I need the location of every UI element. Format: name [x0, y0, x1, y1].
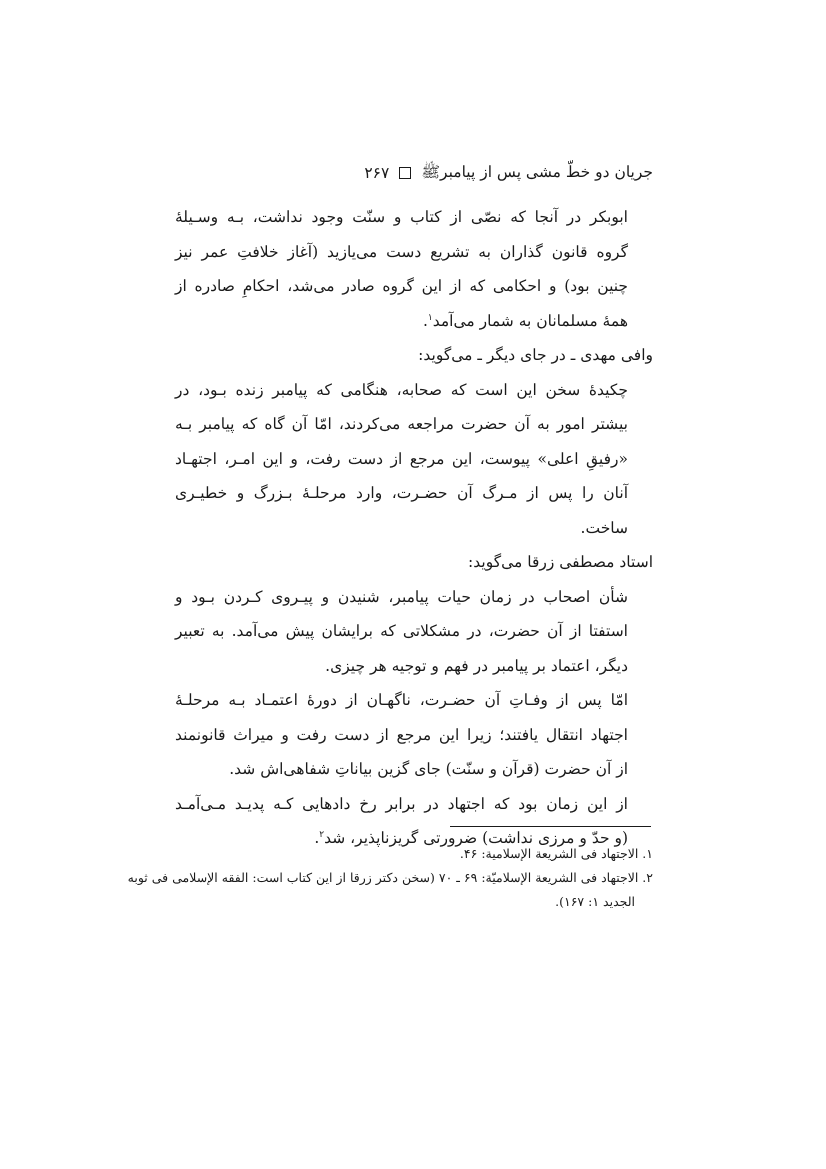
text-line: از این زمان بود که اجتهاد در برابر رخ دادهایی کـه پدیـد مـی‌آمـد: [175, 794, 628, 813]
text-line: آنان را پس از مـرگ آن حضـرت، وارد مرحلـهٔ بـزرگ و خطیـری: [175, 484, 628, 502]
text-line: «رفیقِ اعلی» پیوست، این مرجع از دست رفت، و این امـر، اجتهـاد: [175, 449, 628, 468]
text-line: ابوبکر در آنجا که نصّی از کتاب و سنّت وجود نداشت، بـه وسـیلهٔ: [175, 208, 628, 226]
page-number: ۲۶۷: [364, 164, 390, 182]
text-line: امّا پس از وفـاتِ آن حضـرت، ناگهـان از دورهٔ اعتمـاد بـه مرحلـهٔ: [175, 691, 628, 709]
text-line: استفتا از آن حضرت، در مشکلاتی که برایشان پیش می‌آمد. به تعبیر: [175, 622, 628, 640]
text-line: بیشتر امور به آن حضرت مراجعه می‌کردند، امّا آن گاه که پیامبر بـه: [175, 415, 628, 433]
text-line: (و حدّ و مرزی نداشت) ضرورتی گریزناپذیر، شد$^۲$.: [314, 829, 628, 847]
body-text: [175, 200, 653, 856]
text-line: همهٔ مسلمانان به شمار می‌آمد$^۱$.: [422, 311, 628, 330]
text-line: اجتهاد انتقال یافتند؛ زیرا این مرجع از دست رفت و میراث قانونمند: [175, 725, 628, 744]
intro-line: وافی مهدی ـ در جای دیگر ـ می‌گوید:: [418, 346, 653, 364]
text-line-content: همهٔ مسلمانان به شمار می‌آمد: [432, 311, 628, 330]
text-line: گروه قانون گذاران به تشریع دست می‌یازید (آغاز خلافتِ عمر نیز: [175, 242, 628, 261]
footnote-item: الجدید ۱: ۱۶۷).: [555, 894, 635, 909]
text-line: ساخت.: [580, 518, 628, 537]
square-ornament-icon: [399, 167, 411, 179]
footnote-ref: ۲: [319, 829, 325, 840]
intro-line: استاد مصطفی زرقا می‌گوید:: [468, 553, 653, 571]
footnotes: [127, 842, 653, 914]
footnote-ref: ۱: [427, 312, 433, 323]
chapter-title: جریان دو خطّ مشی پس از پیامبرﷺ: [421, 162, 653, 181]
text-line: از آن حضرت (قرآن و سنّت) جای گزین بیاناتِ شفاهی‌اش شد.: [229, 760, 628, 778]
text-line: چکیدهٔ سخن این است که صحابه، هنگامی که پیامبر زنده بـود، در: [175, 380, 628, 399]
footnote-item: ۲. الاجتهاد فی الشریعة الإسلامیّة: ۶۹ ـ ۷۰ (سخن دکتر زرقا از این کتاب است: الفقه الإسلامی فی ثوبه: [127, 870, 653, 885]
text-line: چنین بود) و احکامی که از این گروه صادر می‌شد، احکامِ صادره از: [175, 277, 628, 295]
text-line: شأن اصحاب در زمان حیات پیامبر، شنیدن و پیـروی کـردن بـود و: [175, 587, 628, 606]
text-line-content: (و حدّ و مرزی نداشت) ضرورتی گریزناپذیر، شد: [324, 829, 628, 847]
running-header: [175, 158, 653, 188]
footnote-divider: [450, 826, 651, 827]
text-line: دیگر، اعتماد بر پیامبر در فهم و توجیه هر چیزی.: [325, 656, 628, 675]
footnote-item: ۱. الاجتهاد فی الشریعة الإسلامیة: ۴۶.: [459, 846, 653, 861]
